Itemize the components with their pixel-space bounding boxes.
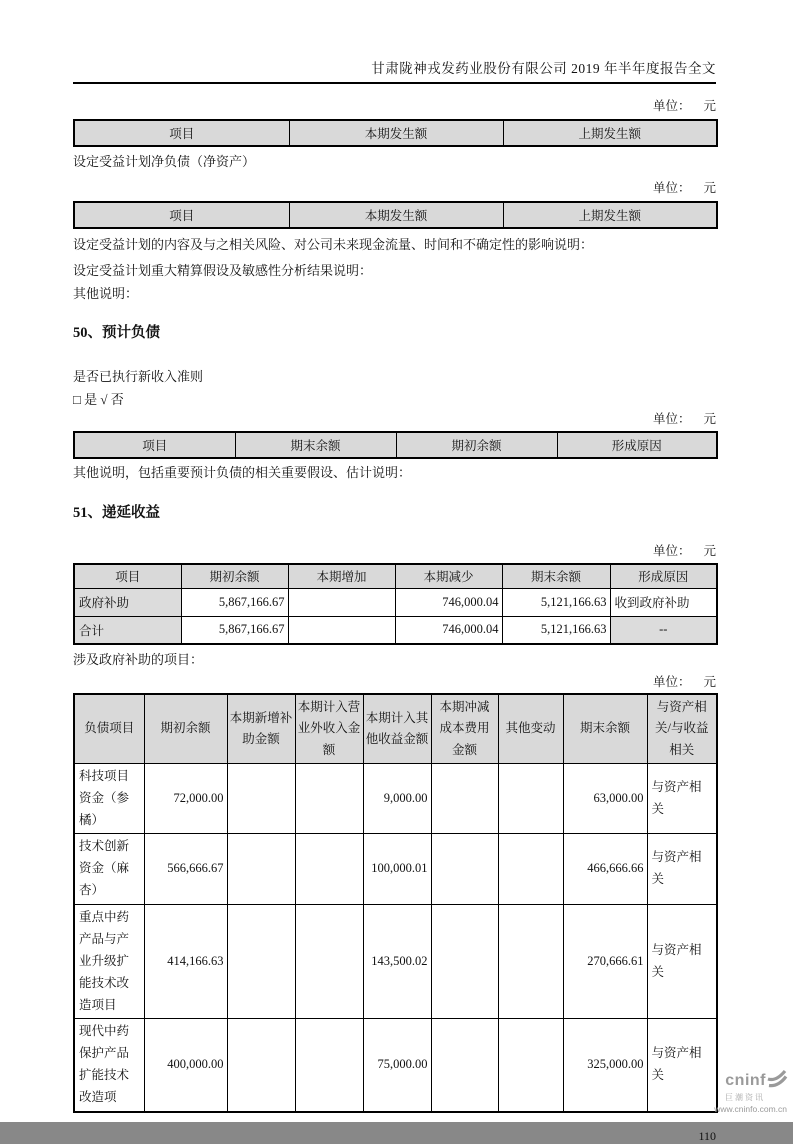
unit-line <box>73 98 716 114</box>
cell-new-subsidy <box>227 1019 295 1112</box>
table-header-row <box>74 432 717 458</box>
cell-opening-balance: 400,000.00 <box>144 1019 227 1112</box>
col-header-opening-balance: 期初余额 <box>144 694 227 763</box>
col-header-increase: 本期增加 <box>288 564 395 588</box>
cell-increase <box>288 588 395 616</box>
cell-cost-offset <box>431 1019 498 1112</box>
document-header-title: 甘肃陇神戎发药业股份有限公司 2019 年半年度报告全文 <box>73 0 716 84</box>
col-header-asset-income-related: 与资产相关/与收益相关 <box>647 694 717 763</box>
col-header-non-operating-income: 本期计入营业外收入金额 <box>295 694 363 763</box>
col-header-reason: 形成原因 <box>610 564 717 588</box>
table-row-total <box>74 616 717 644</box>
unit-label: 单位： <box>652 412 691 426</box>
cell-asset-income-related: 与资产相关 <box>647 905 717 1019</box>
cninfo-brand-chinese: 巨潮资讯 <box>725 1093 765 1102</box>
table-row-government-subsidy <box>74 588 717 616</box>
col-header-opening-balance: 期初余额 <box>396 432 557 458</box>
cell-decrease: 746,000.04 <box>395 588 502 616</box>
cell-non-operating-income <box>295 905 363 1019</box>
col-header-decrease: 本期减少 <box>395 564 502 588</box>
col-header-cost-offset: 本期冲减成本费用金额 <box>431 694 498 763</box>
unit-label: 单位： <box>652 99 691 113</box>
cell-opening-balance: 72,000.00 <box>144 763 227 834</box>
col-header-current-amount: 本期发生额 <box>289 202 503 228</box>
cell-other-changes <box>498 1019 563 1112</box>
col-header-other-income: 本期计入其他收益金额 <box>363 694 431 763</box>
unit-line <box>73 674 716 690</box>
col-header-item: 项目 <box>74 432 235 458</box>
col-header-item: 项目 <box>74 564 181 588</box>
cell-closing-balance: 63,000.00 <box>563 763 647 834</box>
cell-cost-offset <box>431 905 498 1019</box>
other-note: 其他说明： <box>73 286 139 301</box>
col-header-current-amount: 本期发生额 <box>289 120 503 146</box>
col-header-closing-balance: 期末余额 <box>563 694 647 763</box>
unit-line <box>73 180 716 196</box>
cell-other-changes <box>498 905 563 1019</box>
section-heading-50-provisions: 50、预计负债 <box>73 325 160 341</box>
government-subsidy-note: 涉及政府补助的项目： <box>73 652 204 667</box>
cninfo-url: www.cninfo.com.cn <box>714 1104 787 1114</box>
unit-currency: 元 <box>703 544 716 558</box>
cell-opening-balance: 566,666.67 <box>144 834 227 905</box>
table-row-tech-innovation-fund <box>74 834 717 905</box>
table-header-row <box>74 202 717 228</box>
cell-other-changes <box>498 834 563 905</box>
cell-other-income: 9,000.00 <box>363 763 431 834</box>
unit-label: 单位： <box>652 675 691 689</box>
content-risk-note: 设定受益计划的内容及与之相关风险、对公司未来现金流量、时间和不确定性的影响说明： <box>73 237 594 252</box>
col-header-item: 项目 <box>74 120 289 146</box>
cell-cost-offset <box>431 834 498 905</box>
cninfo-logo <box>677 1070 787 1114</box>
cell-cost-offset <box>431 763 498 834</box>
cell-other-income: 100,000.01 <box>363 834 431 905</box>
defined-benefit-net-liability-table <box>73 201 718 229</box>
cell-liability-item: 重点中药产品与产业升级扩能技术改造项目 <box>74 905 144 1019</box>
unit-currency: 元 <box>703 675 716 689</box>
yes-no-checkbox-line: □ 是 √ 否 <box>73 392 124 407</box>
col-header-reason: 形成原因 <box>557 432 717 458</box>
cell-liability-item: 现代中药保护产品扩能技术改造项 <box>74 1019 144 1112</box>
cninfo-swoosh-icon <box>767 1070 787 1092</box>
cninfo-brand-text: cninf <box>725 1072 766 1089</box>
col-header-liability-item: 负债项目 <box>74 694 144 763</box>
col-header-new-subsidy: 本期新增补助金额 <box>227 694 295 763</box>
cell-opening-balance: 5,867,166.67 <box>181 616 288 644</box>
unit-line <box>73 411 716 427</box>
net-liability-note: 设定受益计划净负债（净资产） <box>73 154 256 169</box>
unit-currency: 元 <box>703 412 716 426</box>
cell-increase <box>288 616 395 644</box>
defined-benefit-current-period-table <box>73 119 718 147</box>
table-row-key-tcm-upgrade-project <box>74 905 717 1019</box>
cell-liability-item: 科技项目资金（参橘） <box>74 763 144 834</box>
col-header-opening-balance: 期初余额 <box>181 564 288 588</box>
cell-new-subsidy <box>227 763 295 834</box>
cell-closing-balance: 5,121,166.63 <box>502 588 610 616</box>
actuarial-note: 设定受益计划重大精算假设及敏感性分析结果说明： <box>73 263 373 278</box>
cell-non-operating-income <box>295 834 363 905</box>
col-header-item: 项目 <box>74 202 289 228</box>
cell-asset-income-related: 与资产相关 <box>647 1019 717 1112</box>
table-header-row <box>74 564 717 588</box>
cninfo-brand-row <box>677 1070 787 1092</box>
page-content <box>73 0 716 1144</box>
unit-line <box>73 543 716 559</box>
table-header-row <box>74 120 717 146</box>
cell-other-income: 75,000.00 <box>363 1019 431 1112</box>
cell-closing-balance: 5,121,166.63 <box>502 616 610 644</box>
section-heading-51-deferred-income: 51、递延收益 <box>73 505 160 521</box>
provisions-table <box>73 431 718 459</box>
cell-non-operating-income <box>295 763 363 834</box>
col-header-prior-amount: 上期发生额 <box>503 202 717 228</box>
unit-label: 单位： <box>652 544 691 558</box>
unit-currency: 元 <box>703 181 716 195</box>
cell-other-income: 143,500.02 <box>363 905 431 1019</box>
col-header-closing-balance: 期末余额 <box>235 432 396 458</box>
cell-new-subsidy <box>227 905 295 1019</box>
cell-asset-income-related: 与资产相关 <box>647 834 717 905</box>
cell-opening-balance: 414,166.63 <box>144 905 227 1019</box>
new-revenue-standard-question: 是否已执行新收入准则 <box>73 369 204 384</box>
cell-opening-balance: 5,867,166.67 <box>181 588 288 616</box>
col-header-closing-balance: 期末余额 <box>502 564 610 588</box>
unit-label: 单位： <box>652 181 691 195</box>
cell-closing-balance: 270,666.61 <box>563 905 647 1019</box>
table-header-row <box>74 694 717 763</box>
table-row-modern-tcm-protection-project <box>74 1019 717 1112</box>
unit-currency: 元 <box>703 99 716 113</box>
government-subsidy-projects-table <box>73 693 718 1113</box>
cell-reason: 收到政府补助 <box>610 588 717 616</box>
cell-closing-balance: 466,666.66 <box>563 834 647 905</box>
cell-liability-item: 技术创新资金（麻杏） <box>74 834 144 905</box>
col-header-prior-amount: 上期发生额 <box>503 120 717 146</box>
cell-item: 政府补助 <box>74 588 181 616</box>
cell-other-changes <box>498 763 563 834</box>
provisions-other-note: 其他说明，包括重要预计负债的相关重要假设、估计说明： <box>73 465 412 480</box>
cell-new-subsidy <box>227 834 295 905</box>
deferred-income-summary-table <box>73 563 718 645</box>
cell-decrease: 746,000.04 <box>395 616 502 644</box>
col-header-other-changes: 其他变动 <box>498 694 563 763</box>
table-row-tech-project-fund <box>74 763 717 834</box>
cell-item: 合计 <box>74 616 181 644</box>
cell-asset-income-related: 与资产相关 <box>647 763 717 834</box>
cell-closing-balance: 325,000.00 <box>563 1019 647 1112</box>
cell-non-operating-income <box>295 1019 363 1112</box>
page-number: 110 <box>698 1128 716 1143</box>
cell-reason: -- <box>610 616 717 644</box>
